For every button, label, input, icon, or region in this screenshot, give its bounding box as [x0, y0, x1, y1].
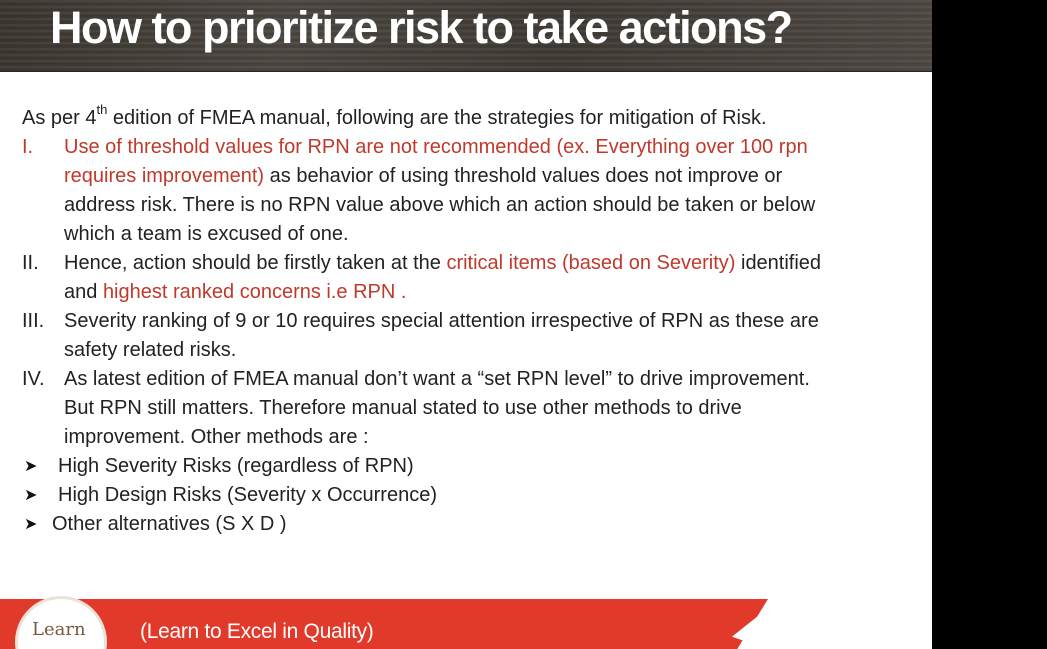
- intro-superscript: th: [96, 102, 108, 118]
- item-number: II.: [22, 252, 39, 274]
- list-item-3: [22, 307, 842, 365]
- item-text: as behavior of using threshold values does not improve or address risk. There is no RPN value above which an action should be taken or below which a team is excused of one.: [64, 165, 816, 245]
- item-text: Severity ranking of 9 or 10 requires special attention irrespective of RPN as these are safety related risks.: [64, 310, 819, 361]
- item-highlight: critical items (based on Severity): [446, 252, 736, 274]
- bullet-text: High Severity Risks (regardless of RPN): [58, 455, 414, 477]
- intro-text-post: edition of FMEA manual, following are the strategies for mitigation of Risk.: [107, 107, 767, 129]
- slide-content: [22, 104, 842, 539]
- item-text: As latest edition of FMEA manual don’t want a “set RPN level” to drive improvement. But RPN still matters. Therefore manual stated to use other methods to drive improvement. Other methods are :: [64, 368, 810, 448]
- bullet-item: [22, 452, 842, 481]
- title-bar: [0, 0, 932, 72]
- arrow-bullet-icon: ➤: [24, 516, 38, 533]
- list-item-2: [22, 249, 842, 307]
- item-number: IV.: [22, 368, 45, 390]
- logo-text: Learn: [32, 619, 86, 640]
- arrow-bullet-icon: ➤: [24, 458, 38, 475]
- list-item-4: [22, 365, 842, 452]
- item-highlight: highest ranked concerns i.e RPN .: [102, 281, 407, 303]
- bullet-text: High Design Risks (Severity x Occurrence): [58, 484, 437, 506]
- item-highlight: Use of threshold values for RPN are not recommended (ex. Everything over 100 rpn requires improvement): [64, 136, 808, 187]
- item-number: I.: [22, 136, 34, 158]
- bullet-item: [22, 481, 842, 510]
- slide-title: How to prioritize risk to take actions?: [50, 2, 792, 53]
- item-text: Hence, action should be firstly taken at the: [64, 252, 447, 274]
- item-number: III.: [22, 310, 45, 332]
- intro-text-pre: As per 4: [22, 107, 97, 129]
- intro-paragraph: [22, 104, 842, 133]
- bullet-item: [22, 510, 842, 539]
- list-item-1: [22, 133, 842, 249]
- footer-tagline: (Learn to Excel in Quality): [140, 620, 374, 643]
- footer-bar: [0, 599, 768, 649]
- arrow-bullet-icon: ➤: [24, 487, 38, 504]
- item-text: identified and: [64, 252, 822, 303]
- bullet-text: Other alternatives (S X D ): [52, 513, 287, 535]
- side-margin: [932, 0, 1047, 649]
